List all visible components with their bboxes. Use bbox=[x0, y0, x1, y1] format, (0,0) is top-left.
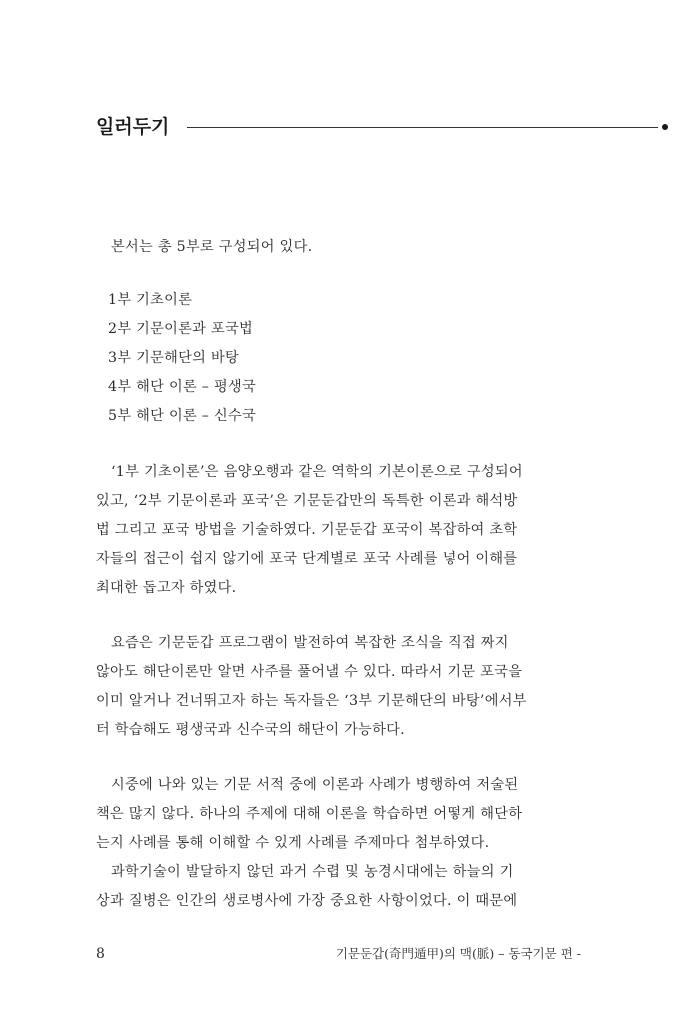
paragraph-line: 터 학습해도 평생국과 신수국의 해단이 가능하다. bbox=[96, 722, 405, 738]
paragraph-line: 있고, ‘2부 기문이론과 포국’은 기문둔갑만의 독특한 이론과 해석방 bbox=[96, 493, 518, 509]
parts-list-item: 3부 기문해단의 바탕 bbox=[108, 350, 239, 366]
paragraph-line: 법 그리고 포국 방법을 기술하였다. 기문둔갑 포국이 복잡하여 초학 bbox=[96, 522, 518, 538]
heading-rule-end-dot bbox=[662, 124, 668, 130]
heading-rule bbox=[187, 127, 658, 128]
paragraph bbox=[96, 858, 582, 916]
page-number: 8 bbox=[96, 946, 105, 962]
paragraph-line: 과학기술이 발달하지 않던 과거 수렵 및 농경시대에는 하늘의 기 bbox=[111, 864, 514, 880]
section-title: 일러두기 bbox=[96, 116, 170, 138]
paragraph-line: ‘1부 기초이론’은 음양오행과 같은 역학의 기본이론으로 구성되어 bbox=[111, 464, 523, 480]
intro-line: 본서는 총 5부로 구성되어 있다. bbox=[111, 239, 313, 255]
paragraph-line: 는지 사례를 통해 이해할 수 있게 사례를 주제마다 첨부하였다. bbox=[96, 835, 490, 851]
paragraph bbox=[96, 629, 582, 745]
running-footer-title: 기문둔갑(奇門遁甲)의 맥(脈) – 동국기문 편 - bbox=[335, 946, 581, 961]
paragraph bbox=[96, 771, 582, 858]
paragraph-line: 최대한 돕고자 하였다. bbox=[96, 580, 237, 596]
section-heading bbox=[96, 112, 576, 144]
paragraph-line: 않아도 해단이론만 알면 사주를 풀어낼 수 있다. 따라서 기문 포국을 bbox=[96, 664, 523, 680]
paragraph-line: 시중에 나와 있는 기문 서적 중에 이론과 사례가 병행하여 저술된 bbox=[111, 777, 519, 793]
paragraph bbox=[96, 458, 582, 603]
paragraph-line: 상과 질병은 인간의 생로병사에 가장 중요한 사항이었다. 이 때문에 bbox=[96, 893, 518, 909]
parts-list-item: 4부 해단 이론 – 평생국 bbox=[108, 379, 257, 395]
paragraph-line: 요즘은 기문둔갑 프로그램이 발전하여 복잡한 조식을 직접 짜지 bbox=[111, 635, 509, 651]
paragraph-line: 자들의 접근이 쉽지 않기에 포국 단계별로 포국 사례를 넣어 이해를 bbox=[96, 551, 518, 567]
paragraph-line: 이미 알거나 건너뛰고자 하는 독자들은 ‘3부 기문해단의 바탕’에서부 bbox=[96, 693, 527, 709]
parts-list-item: 5부 해단 이론 – 신수국 bbox=[108, 408, 257, 424]
parts-list bbox=[96, 286, 582, 431]
parts-list-item: 1부 기초이론 bbox=[108, 292, 193, 308]
paragraph-line: 책은 많지 않다. 하나의 주제에 대해 이론을 학습하면 어떻게 해단하 bbox=[96, 806, 523, 822]
page-body bbox=[96, 233, 582, 916]
parts-list-item: 2부 기문이론과 포국법 bbox=[108, 321, 253, 337]
